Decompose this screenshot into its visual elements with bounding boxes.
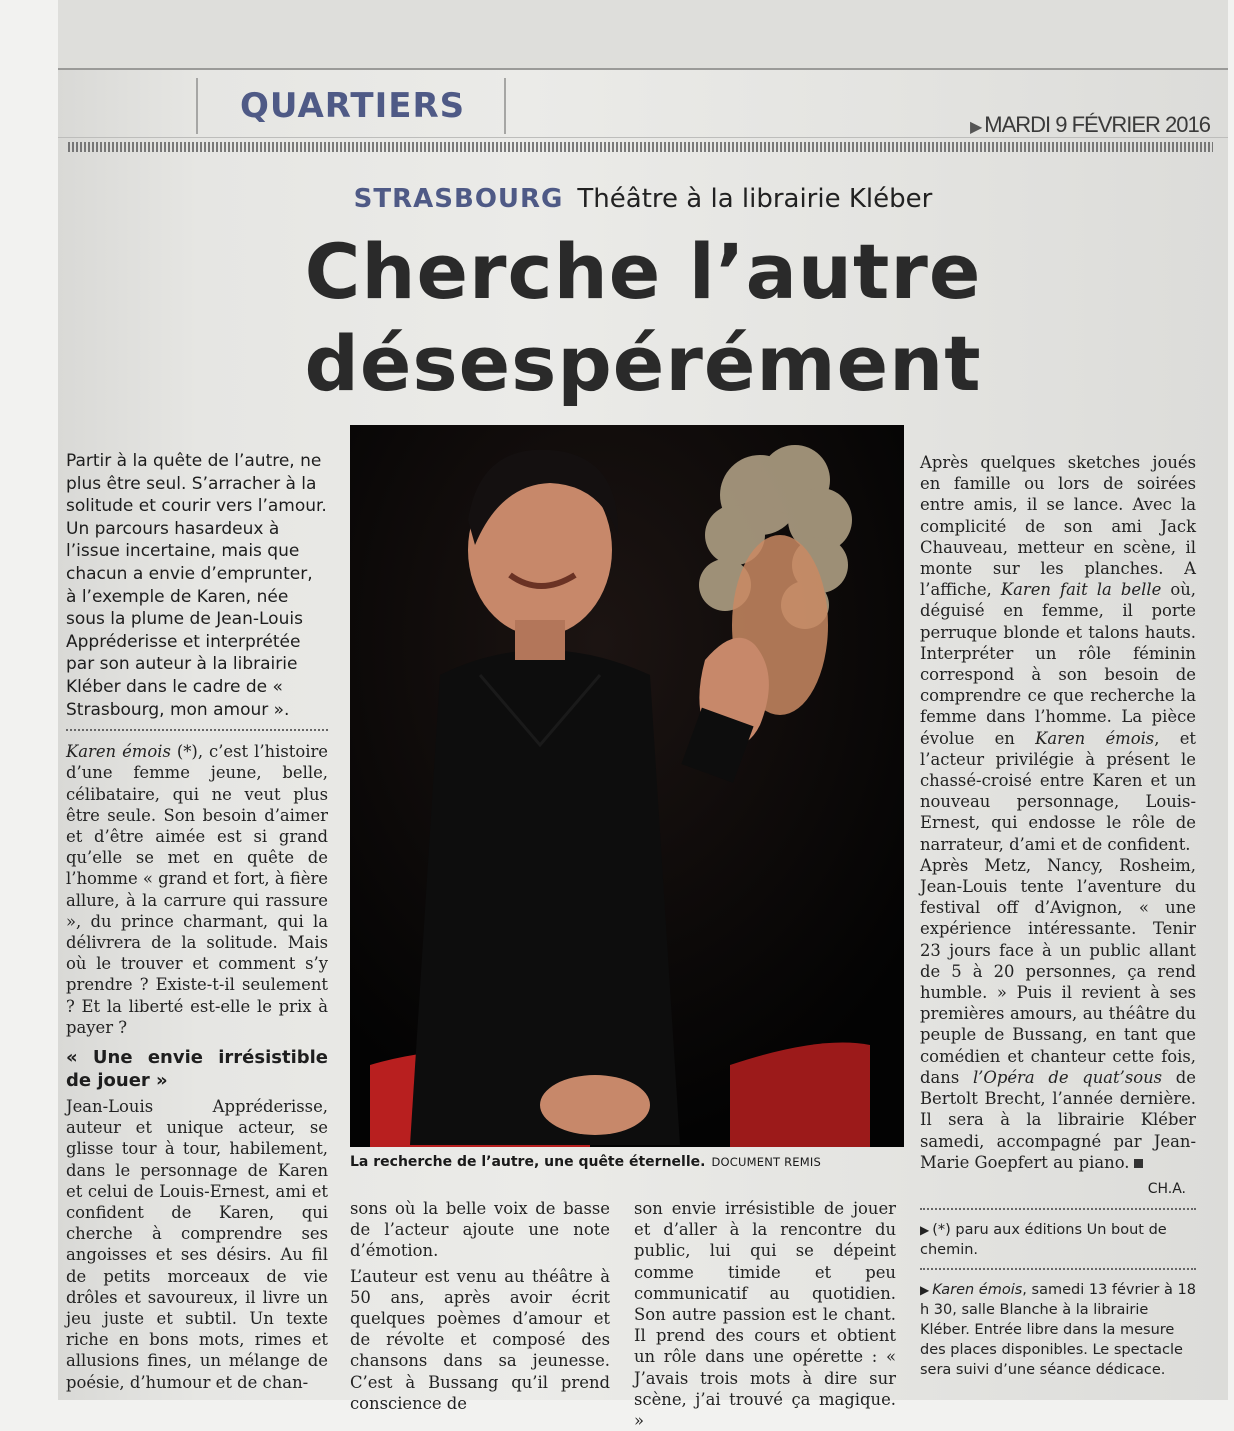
dotted-separator (920, 1208, 1196, 1210)
rubric-divider (196, 78, 198, 134)
play-title: Karen émois (1035, 728, 1155, 748)
author-signature: CH.A. (1147, 1180, 1186, 1197)
issue-date (970, 112, 1210, 138)
paragraph-text: Après Metz, Nancy, Rosheim, Jean-Louis tente l’aventure du festival off d’Avignon, « une expérience intéressante. Tenir 23 jours face à un public allant de 5 à 20 personnes, ça rend humble. » Puis il revient à ses premières amours, au théâtre du peuple de Bussang, en tant que comédien et chanteur cette fois, dans (920, 855, 1196, 1087)
photo-credit: DOCUMENT REMIS (711, 1155, 821, 1169)
date-text: MARDI 9 FÉVRIER 2016 (984, 112, 1210, 137)
note-text: (*) paru aux éditions Un bout de chemin. (920, 1222, 1167, 1259)
note-text: , samedi 13 février à 18 h 30, salle Blanche à la librairie Kléber. Entrée libre dans la mesure des places disponibles. Le spectacle sera suivi d’une séance dédicace. (920, 1282, 1196, 1379)
subheading: « Une envie irrésistible de jouer » (66, 1046, 328, 1091)
article-photo (350, 425, 904, 1147)
kicker-place: STRASBOURG (353, 184, 564, 214)
paragraph-passion: son envie irrésistible de jouer et d’aller à la rencontre du public, lui qui se dépeint comme timide et peu communicatif au quotidien. Son autre passion est le chant. Il prend des cours et obtient un rôle dans une opérette : « J’avais trois mots à dire sur scène, j’ai trouvé ça magique. » (634, 1199, 896, 1431)
paragraph-theatre-start: L’auteur est venu au théâtre à 50 ans, après avoir écrit quelques poèmes d’amour et de révolte et composé des chansons dans sa jeunesse. C’est à Bussang qu’il prend conscience de (350, 1266, 610, 1413)
note-publisher (920, 1220, 1196, 1260)
headline (58, 226, 1228, 410)
lead-paragraph: Partir à la quête de l’autre, ne plus être seul. S’arracher à la solitude et courir vers l’amour. Un parcours hasardeux à l’issue incertaine, mais que chacun a envie d’emprunter, à l’exemple de Karen, née sous la plume de Jean-Louis Appréderisse et interprétée par son auteur à la librairie Kléber dans le cadre de « Strasbourg, mon amour ». (66, 451, 327, 720)
hatched-rule (68, 142, 1213, 152)
caption-text: La recherche de l’autre, une quête éternelle. (350, 1154, 706, 1170)
play-title: Karen fait la belle (1000, 580, 1162, 600)
opera-title: l’Opéra de quat’sous (972, 1067, 1163, 1087)
triangle-icon: ▶ (969, 119, 982, 136)
paragraph-text: , et l’acteur privilégie à présent le chassé-croisé entre Karen et un nouveau personnage, Louis-Ernest, qui endosse le rôle de narrateur, d’ami et de confident. (920, 728, 1196, 854)
play-title: Karen émois (932, 1282, 1023, 1299)
play-title: Karen émois (66, 742, 171, 762)
kicker (58, 184, 1228, 214)
kicker-topic: Théâtre à la librairie Kléber (577, 184, 933, 214)
paragraph-text: (*), c’est l’histoire d’une femme jeune, belle, célibataire, qui ne veut plus être seule. Son besoin d’aimer et d’être aimée est si grand qu’elle se met en quête de l’homme « grand et fort, à fière allure, à la carrure qui rassure », du prince charmant, qui la délivrera de la solitude. Mais où le trouver et comment s’y prendre ? Existe-t-il seulement ? Et la liberté est-elle le prix à payer ? (66, 742, 328, 1037)
paragraph-voice: sons où la belle voix de basse de l’acteur ajoute une note d’émotion. (350, 1199, 610, 1261)
photo-caption (350, 1154, 910, 1170)
end-mark (1134, 1159, 1143, 1168)
headline-line-1: Cherche l’autre (304, 227, 982, 316)
paragraph-text: de Bertolt Brecht, l’année dernière. Il sera à la librairie Kléber samedi, accompagné par Jean-Marie Goepfert au piano. (920, 1067, 1196, 1172)
actor-photo-illustration (350, 425, 904, 1147)
paragraph-actor: Jean-Louis Appréderisse, auteur et unique acteur, se glisse tour à tour, habilement, dans le personnage de Karen et celui de Louis-Ernest, ami et confident de Karen, qui cherche à comprendre ses angoisses et ses désirs. Au fil de petits morceaux de vie drôles et savoureux, il livre un jeu juste et subtil. Un texte riche en bons mots, rimes et allusions fines, un mélange de poésie, d’humour et de chan- (66, 1096, 328, 1392)
arrow-icon: ▶ (920, 1283, 930, 1298)
paragraph-karen-emois (66, 741, 328, 1038)
newspaper-page (58, 0, 1228, 1431)
top-band (58, 0, 1228, 70)
paragraph-text: où, déguisé en femme, il porte perruque blonde et talons hauts. Interpréter un rôle féminin correspond à son besoin de comprendre ce que recherche la femme dans l’homme. La pièce évolue en (920, 580, 1196, 748)
column-1 (66, 450, 328, 1393)
column-3 (634, 1198, 896, 1431)
rubric-divider (504, 78, 506, 134)
paragraph-avignon (920, 855, 1196, 1173)
column-4 (920, 452, 1196, 1380)
section-rubric: QUARTIERS (240, 86, 466, 126)
dotted-separator (66, 729, 328, 731)
dotted-separator (920, 1268, 1196, 1270)
column-2 (350, 1198, 610, 1414)
arrow-icon: ▶ (920, 1223, 930, 1238)
paragraph-sketches (920, 452, 1196, 855)
paragraph-text: Après quelques sketches joués en famille ou lors de soirées entre amis, il se lance. Avec la complicité de son ami Jack Chauveau, metteur en scène, il monte sur les planches. A l’affiche, (920, 453, 1196, 600)
headline-line-2: désespérément (304, 319, 982, 408)
note-event (920, 1280, 1196, 1380)
